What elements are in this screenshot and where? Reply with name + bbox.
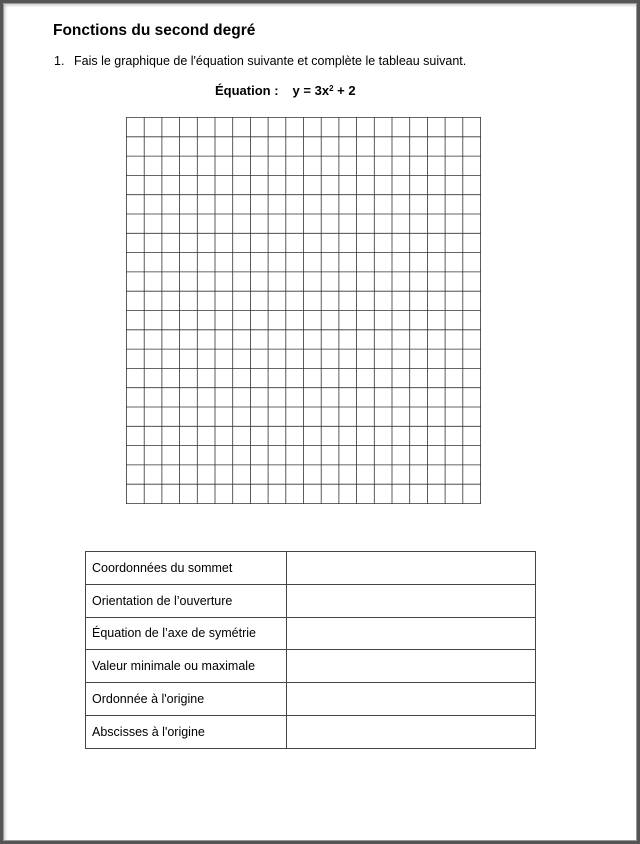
row-label: Coordonnées du sommet <box>86 552 287 585</box>
answer-cell[interactable] <box>287 650 536 683</box>
equation-exponent: 2 <box>329 84 334 93</box>
answer-cell[interactable] <box>287 552 536 585</box>
answer-cell[interactable] <box>287 683 536 716</box>
answer-table-body <box>86 552 536 749</box>
table-row <box>86 584 536 617</box>
question-text: Fais le graphique de l'équation suivante et complète le tableau suivant. <box>74 54 467 68</box>
answer-cell[interactable] <box>287 584 536 617</box>
table-row <box>86 683 536 716</box>
table-row <box>86 552 536 585</box>
table-row <box>86 617 536 650</box>
equation-label: Équation : <box>215 83 279 98</box>
graph-grid[interactable] <box>126 117 481 504</box>
question-number: 1. <box>54 54 65 68</box>
equation-lhs: y = 3x <box>292 83 330 98</box>
row-label: Abscisses à l'origine <box>86 715 287 748</box>
row-label: Ordonnée à l'origine <box>86 683 287 716</box>
equation-rhs: + 2 <box>333 83 356 98</box>
row-label: Orientation de l’ouverture <box>86 584 287 617</box>
row-label: Équation de l’axe de symétrie <box>86 617 287 650</box>
question-1 <box>54 54 466 68</box>
equation <box>215 83 356 98</box>
page-title: Fonctions du second degré <box>53 22 256 39</box>
answer-table <box>85 551 536 749</box>
row-label: Valeur minimale ou maximale <box>86 650 287 683</box>
answer-cell[interactable] <box>287 715 536 748</box>
table-row <box>86 650 536 683</box>
answer-cell[interactable] <box>287 617 536 650</box>
table-row <box>86 715 536 748</box>
